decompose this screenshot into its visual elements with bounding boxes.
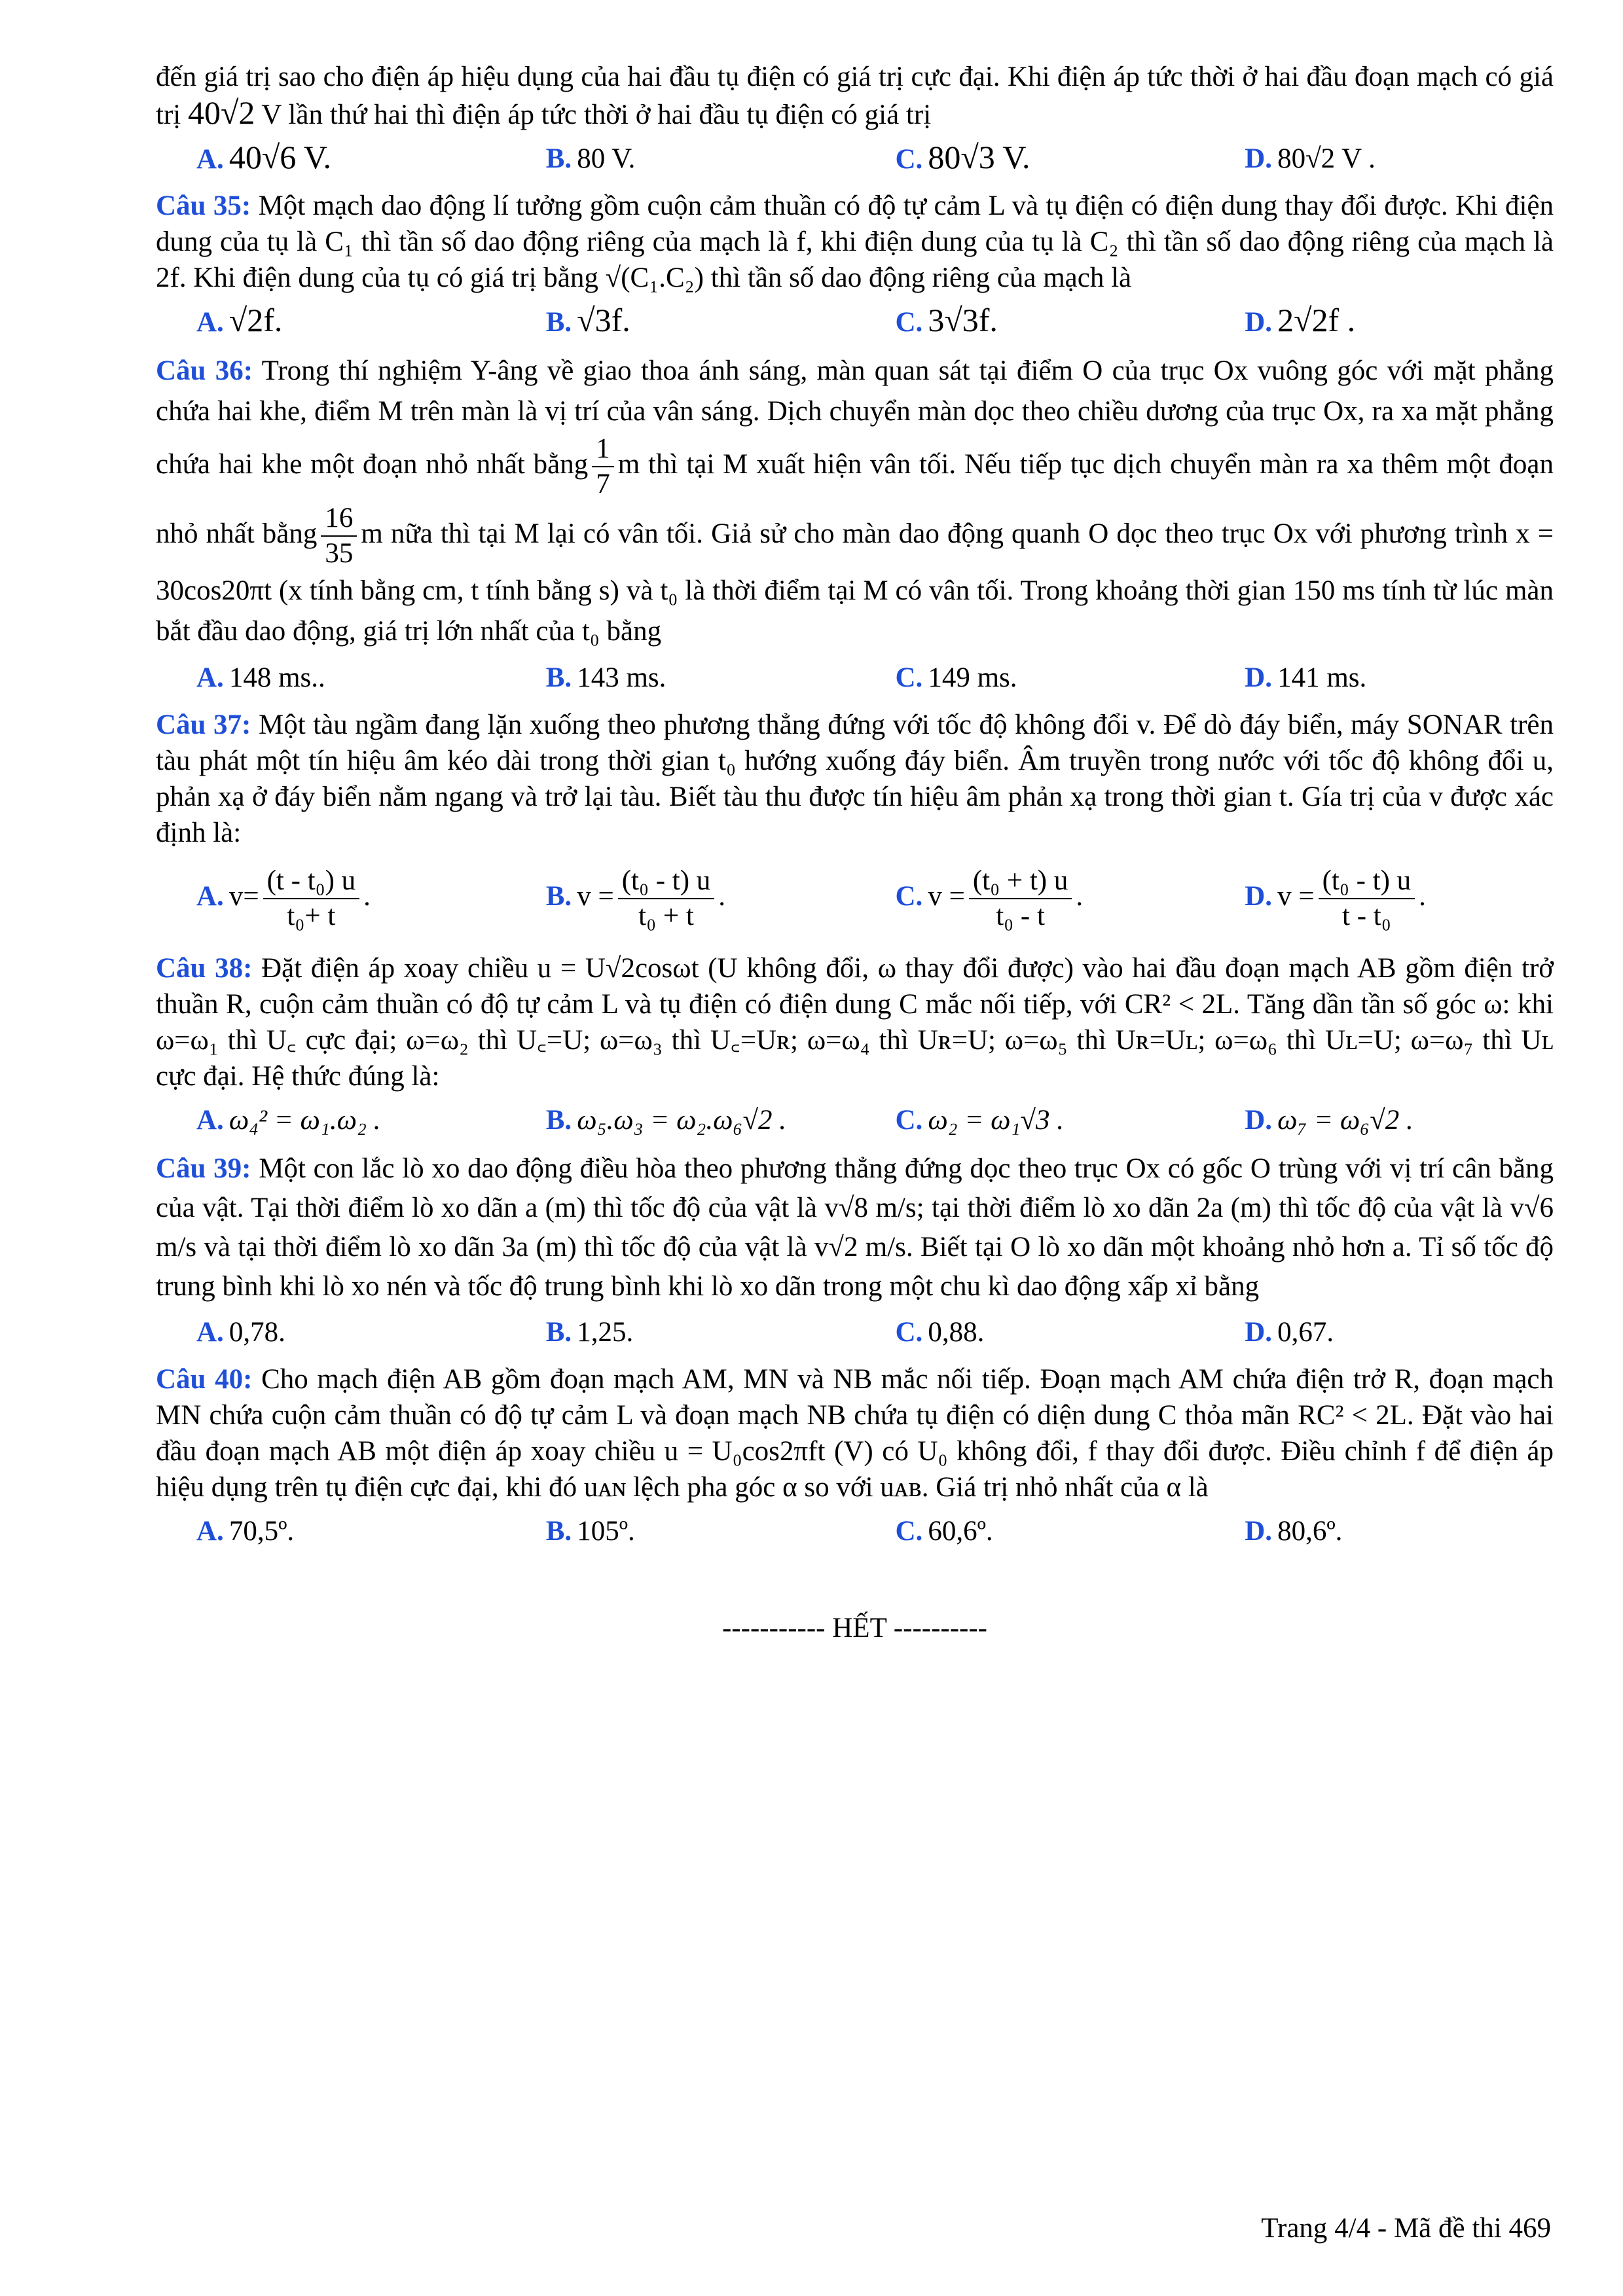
option-b: B. 80 V. [545, 143, 636, 174]
option-a: A. 148 ms.. [196, 662, 325, 693]
option-a: A. √2f. [196, 302, 283, 338]
option-c: C. 149 ms. [895, 662, 1017, 693]
q40-options [156, 1511, 1554, 1551]
question-label: Câu 37: [156, 709, 251, 740]
option-c: C. v = $\frac{\text{(t₀ + t) u}}{\text{t₀ - t}}$ . [855, 864, 1205, 933]
page-footer: Trang 4/4 - Mã đề thi 469 [1261, 2213, 1551, 2244]
fraction: $\frac{\text{(t₀ - t) u}}{\text{t₀ + t}}$ [618, 864, 715, 933]
fraction-16-35: $\frac{16}{35}$ [321, 501, 357, 571]
option-c: C. ω₂ = ω₁√3 . [895, 1104, 1065, 1136]
option-c: C. 0,88. [895, 1316, 985, 1348]
option-a: A. 0,78. [196, 1316, 285, 1348]
option-c: C. 80√3 V. [895, 139, 1030, 175]
question-40: Câu 40: Cho mạch điện AB gồm đoạn mạch AM, MN và NB mắc nối tiếp. Đoạn mạch AM chứa điện trở R, đoạn mạch MN chứa cuộn cảm thuần có độ tự cảm L và đoạn mạch NB chứa tụ điện có diện dung C thỏa mãn RC² < 2L. Đặt vào hai đầu đoạn mạch AB một điện áp xoay chiều u = U₀cos2πft (V) có U₀ không đổi, f thay đổi được. Điều chỉnh f để điện áp hiệu dụng trên tụ điện cực đại, khi đó uᴀɴ lệch pha góc α so với uᴀʙ. Giá trị nhỏ nhất của α là [156, 1364, 1554, 1503]
q35-options [156, 301, 1554, 342]
option-d: D. 0,67. [1245, 1316, 1334, 1348]
option-d: D. 2√2f . [1245, 302, 1356, 338]
exam-content [156, 59, 1554, 1646]
option-d: D. ω₇ = ω₆√2 . [1245, 1104, 1413, 1136]
option-a: A. ω₄² = ω₁.ω₂ . [196, 1104, 381, 1136]
option-b: B. ω₅.ω₃ = ω₂.ω₆√2 . [545, 1104, 787, 1136]
intro-paragraph: đến giá trị sao cho điện áp hiệu dụng của hai đầu tụ điện có giá trị cực đại. Khi điện áp tức thời ở hai đầu đoạn mạch có giá trị 40√2 V lần thứ hai thì điện áp tức thời ở hai đầu tụ điện có giá trị [156, 62, 1554, 131]
option-d: D. 141 ms. [1245, 662, 1367, 693]
question-36: Câu 36: Trong thí nghiệm Y-âng về giao thoa ánh sáng, màn quan sát tại điểm O của trục Ox vuông góc với mặt phẳng chứa hai khe, điểm M trên màn là vị trí của vân sáng. Dịch chuyển màn dọc theo chiều dương của trục Ox, ra xa mặt phẳng chứa hai khe một đoạn nhỏ nhất bằng $\frac{1}{7}$ m thì tại M xuất hiện vân tối. Nếu tiếp tục dịch chuyển màn ra xa thêm một đoạn nhỏ nhất bằng $\frac{16}{35}$ m nữa thì tại M lại có vân tối. Giả sử cho màn dao động quanh O dọc theo trục Ox với phương trình x = 30cos20πt (x tính bằng cm, t tính bằng s) và t₀ là thời điểm tại M có vân tối. Trong khoảng thời gian 150 ms tính từ lúc màn bắt đầu dao động, giá trị lớn nhất của t₀ bằng [156, 355, 1554, 647]
option-a: A. v= $\frac{\text{(t - t₀) u}}{\text{t₀+ t}}$ . [156, 864, 505, 933]
end-marker: ----------- HẾT ---------- [721, 1613, 987, 1643]
option-d: D. 80√2 V . [1245, 143, 1376, 174]
fraction: $\frac{\text{(t₀ - t) u}}{\text{t - t₀}}$ [1319, 864, 1415, 933]
q36-options [156, 657, 1554, 698]
option-b: B. 1,25. [545, 1316, 634, 1348]
question-35: Câu 35: Một mạch dao động lí tưởng gồm cuộn cảm thuần có độ tự cảm L và tụ điện có điện dung thay đổi được. Khi điện dung của tụ là C₁ thì tần số dao động riêng của mạch là f, khi điện dung của tụ là C₂ thì tần số dao động riêng của mạch là 2f. Khi điện dung của tụ có giá trị bằng √(C₁.C₂) thì tần số dao động riêng của mạch là [156, 190, 1554, 293]
question-37: Câu 37: Một tàu ngầm đang lặn xuống theo phương thẳng đứng với tốc độ không đổi v. Để dò đáy biển, máy SONAR trên tàu phát một tín hiệu âm kéo dài trong thời gian t₀ hướng xuống đáy biển. Âm truyền trong nước với tốc độ không đổi u, phản xạ ở đáy biển nằm ngang và trở lại tàu. Biết tàu thu được tín hiệu âm phản xạ trong thời gian t. Gía trị của v được xác định là: [156, 709, 1554, 848]
intro-options [156, 138, 1554, 179]
question-label: Câu 38: [156, 953, 253, 984]
question-label: Câu 39: [156, 1153, 251, 1184]
q37-options [156, 856, 1554, 941]
option-a: A. 70,5º. [196, 1515, 295, 1547]
question-label: Câu 35: [156, 190, 251, 221]
option-d: D. v = $\frac{\text{(t₀ - t) u}}{\text{t - t₀}}$ . [1204, 864, 1554, 933]
q38-options [156, 1100, 1554, 1140]
option-c: C. 60,6º. [895, 1515, 993, 1547]
option-d: D. 80,6º. [1245, 1515, 1343, 1547]
option-b: B. 143 ms. [545, 662, 666, 693]
question-label: Câu 40: [156, 1364, 253, 1395]
fraction: $\frac{\text{(t - t₀) u}}{\text{t₀+ t}}$ [263, 864, 360, 933]
question-38: Câu 38: Đặt điện áp xoay chiều u = U√2cosωt (U không đổi, ω thay đổi được) vào hai đầu đoạn mạch AB gồm điện trở thuần R, cuộn cảm thuần có độ tự cảm L và tụ điện có điện dung C mắc nối tiếp, với CR² < 2L. Tăng dần tần số góc ω: khi ω=ω₁ thì U꜀ cực đại; ω=ω₂ thì U꜀=U; ω=ω₃ thì U꜀=Uʀ; ω=ω₄ thì Uʀ=U; ω=ω₅ thì Uʀ=Uʟ; ω=ω₆ thì Uʟ=U; ω=ω₇ thì Uʟ cực đại. Hệ thức đúng là: [156, 953, 1554, 1092]
option-c: C. 3√3f. [895, 302, 998, 338]
question-label: Câu 36: [156, 355, 253, 386]
question-39: Câu 39: Một con lắc lò xo dao động điều hòa theo phương thẳng đứng dọc theo trục Ox có gốc O trùng với vị trí cân bằng của vật. Tại thời điểm lò xo dãn a (m) thì tốc độ của vật là v√8 m/s; tại thời điểm lò xo dãn 2a (m) thì tốc độ của vật là v√6 m/s và tại thời điểm lò xo dãn 3a (m) thì tốc độ của vật là v√2 m/s. Biết tại O lò xo dãn một khoảng nhỏ hơn a. Tỉ số tốc độ trung bình khi lò xo nén và tốc độ trung bình khi lò xo dãn trong một chu kì dao động xấp xỉ bằng [156, 1153, 1554, 1302]
option-b: B. 105º. [545, 1515, 635, 1547]
option-b: B. √3f. [545, 302, 630, 338]
fraction-1-7: $\frac{1}{7}$ [592, 432, 614, 501]
q39-options [156, 1312, 1554, 1352]
option-b: B. v = $\frac{\text{(t₀ - t) u}}{\text{t₀ + t}}$ . [505, 864, 855, 933]
option-a: A. 40√6 V. [196, 139, 332, 175]
fraction: $\frac{\text{(t₀ + t) u}}{\text{t₀ - t}}$ [969, 864, 1072, 933]
